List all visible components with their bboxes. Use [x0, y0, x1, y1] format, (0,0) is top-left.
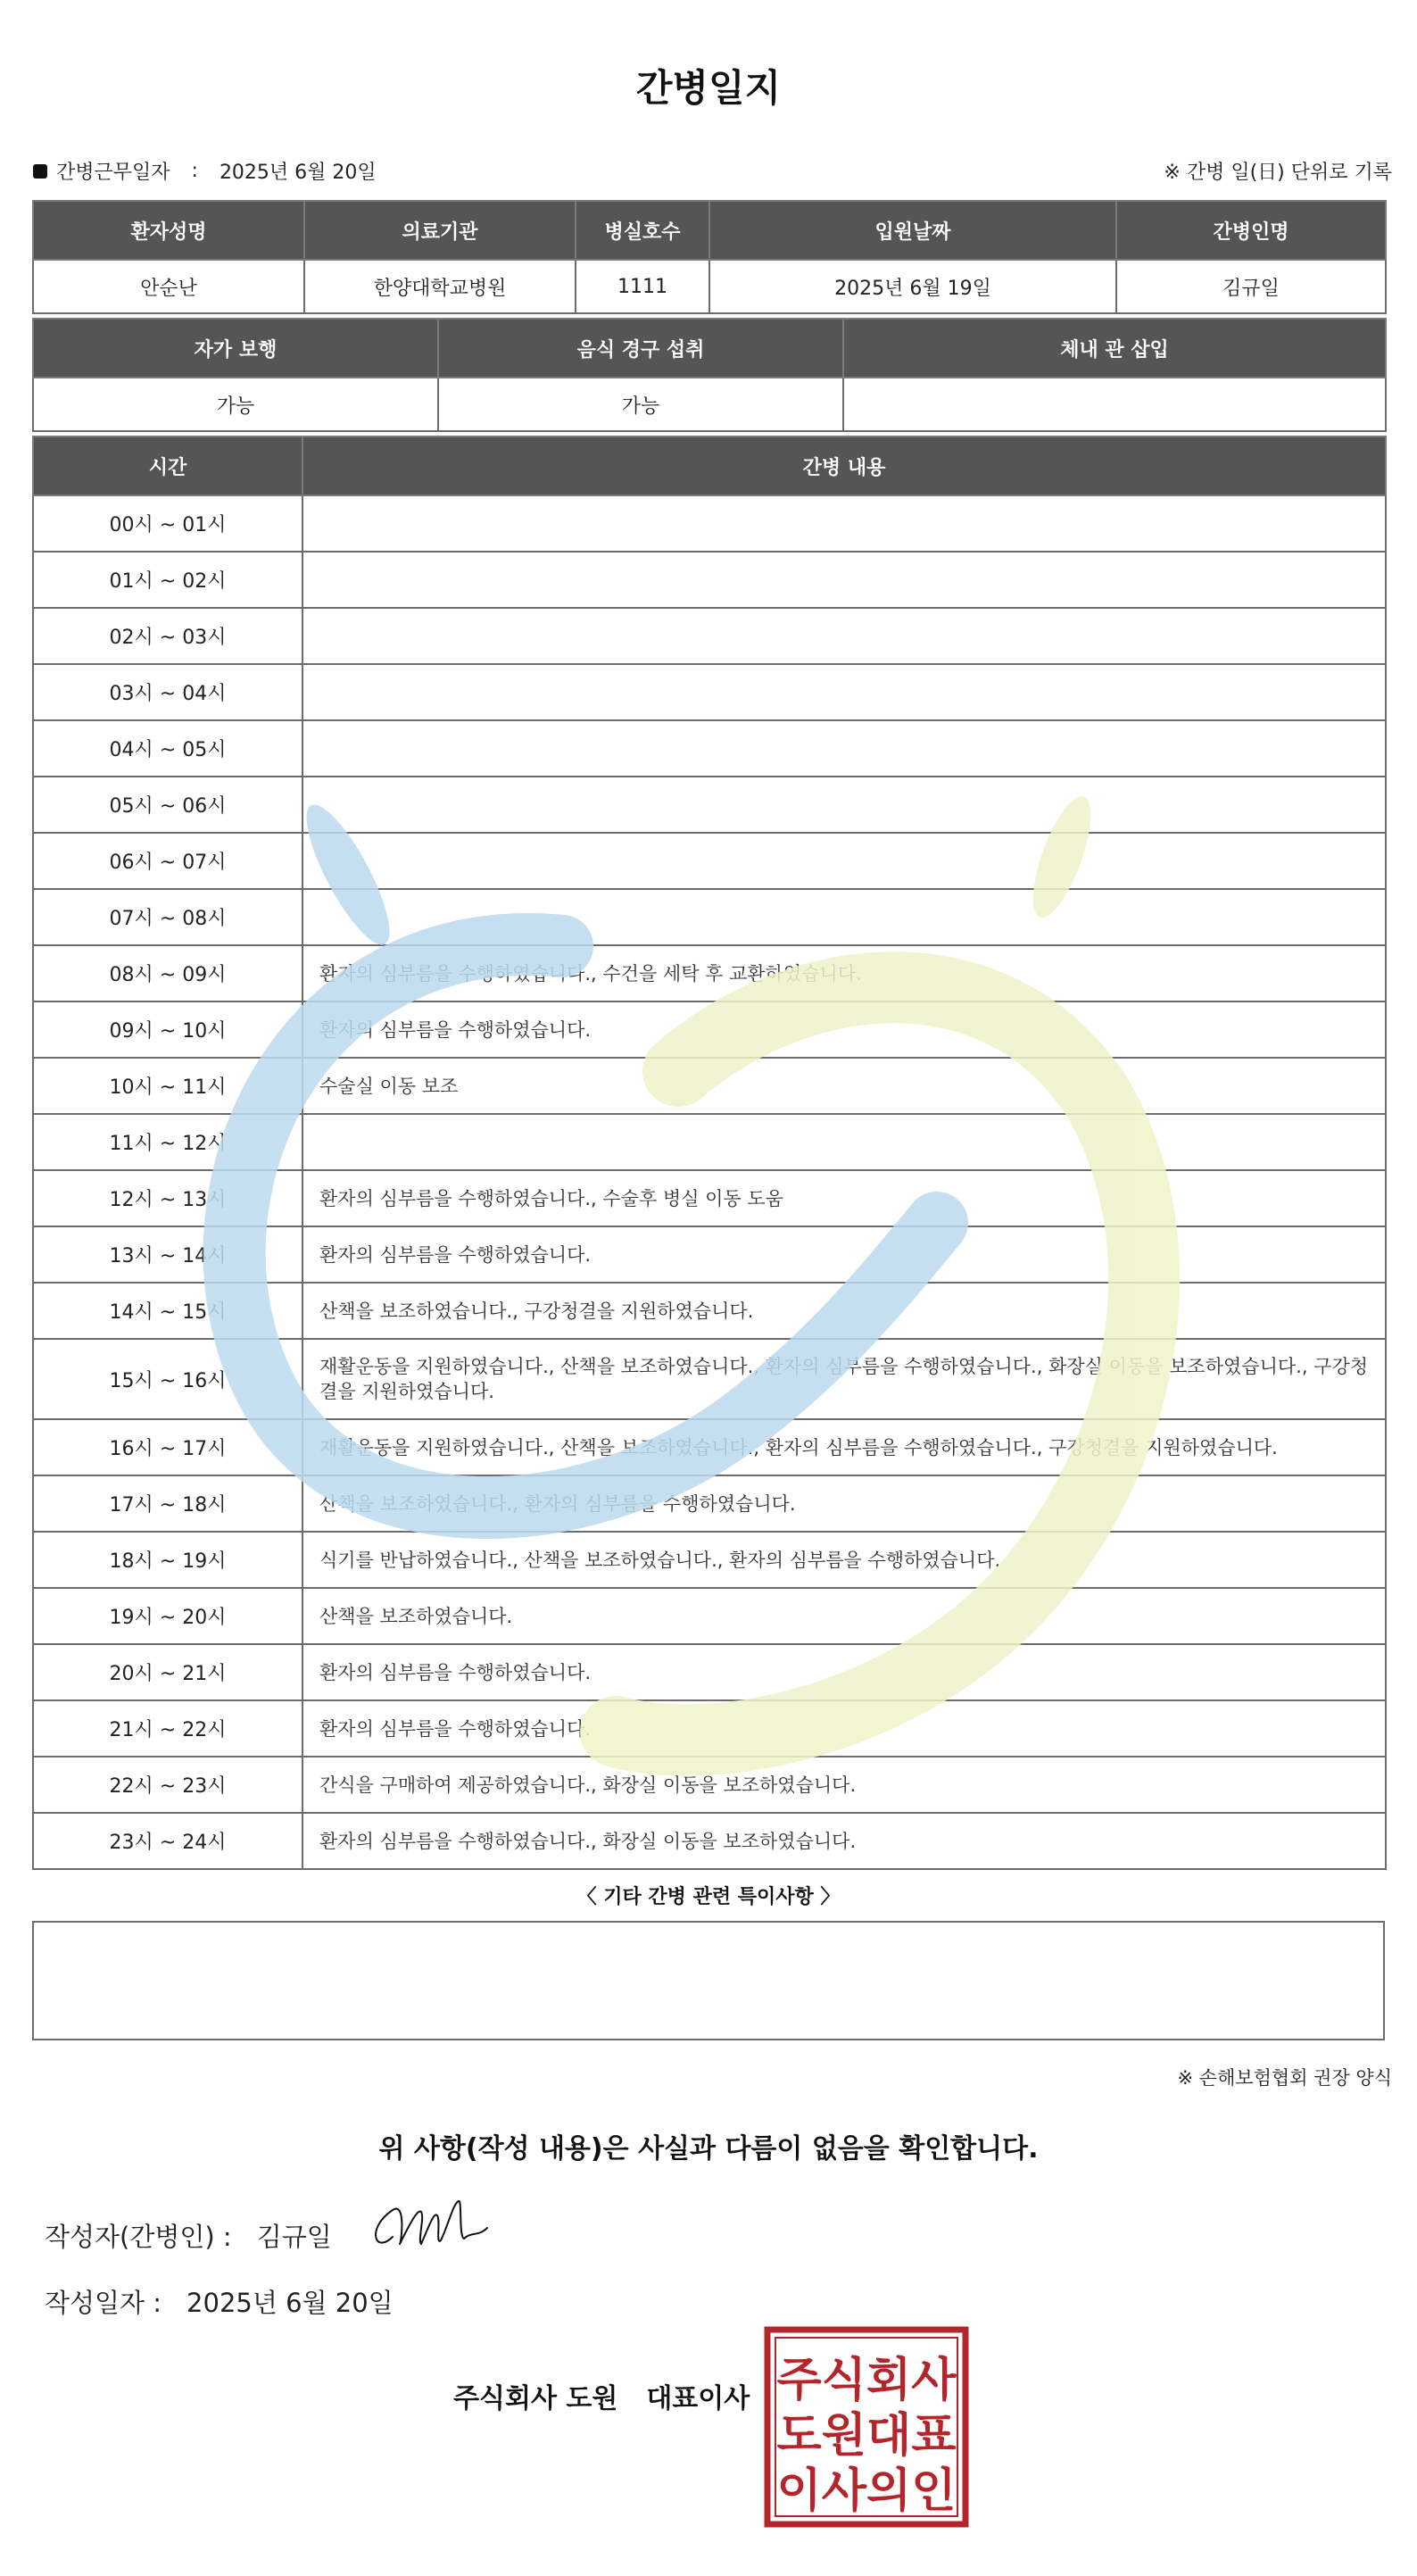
care-log-time: 21시 ~ 22시: [33, 1700, 302, 1757]
care-log-content: [302, 1114, 1386, 1170]
care-log-row: [33, 1419, 1386, 1475]
write-date-label: 작성일자 :: [45, 2288, 162, 2318]
header-admission-date: 입원날짜: [709, 201, 1116, 260]
write-date-row: [45, 2283, 394, 2320]
care-log-row: [33, 1757, 1386, 1813]
patient-status-value-row: [33, 378, 1386, 431]
care-log-row: [33, 1339, 1386, 1419]
care-log-content: 재활운동을 지원하였습니다., 산책을 보조하였습니다., 환자의 심부름을 수행하였습니다., 구강청결을 지원하였습니다.: [302, 1419, 1386, 1475]
care-log-content: 환자의 심부름을 수행하였습니다.: [302, 1226, 1386, 1283]
seal-line-2: 도원대표: [776, 2409, 957, 2463]
care-log-time: 04시 ~ 05시: [33, 720, 302, 777]
care-log-time: 18시 ~ 19시: [33, 1532, 302, 1588]
care-log-row: [33, 552, 1386, 608]
header-patient-name: 환자성명: [33, 201, 304, 260]
care-log-row: [33, 608, 1386, 664]
company-signature-line: [453, 2376, 750, 2415]
care-log-row: [33, 1532, 1386, 1588]
seal-line-1: 주식회사: [776, 2354, 957, 2407]
header-time: 시간: [33, 436, 302, 495]
care-log-time: 10시 ~ 11시: [33, 1058, 302, 1114]
care-log-content: [302, 777, 1386, 833]
header-oral-intake: 음식 경구 섭취: [438, 319, 843, 378]
special-notes-title: 〈 기타 간병 관련 특이사항 〉: [576, 1886, 841, 1908]
care-log-row: [33, 1644, 1386, 1700]
care-log-content: 환자의 심부름을 수행하였습니다., 수술후 병실 이동 도움: [302, 1170, 1386, 1226]
care-log-row: [33, 1001, 1386, 1058]
care-log-row: [33, 833, 1386, 889]
care-log-time: 14시 ~ 15시: [33, 1283, 302, 1339]
daily-record-note: ※ 간병 일(日) 단위로 기록: [1164, 162, 1392, 184]
care-log-content: 수술실 이동 보조: [302, 1058, 1386, 1114]
care-log-content: 간식을 구매하여 제공하였습니다., 화장실 이동을 보조하였습니다.: [302, 1757, 1386, 1813]
care-log-content: 산책을 보조하였습니다., 환자의 심부름을 수행하였습니다.: [302, 1475, 1386, 1532]
header-tube-insertion: 체내 관 삽입: [843, 319, 1386, 378]
care-log-content: [302, 608, 1386, 664]
care-log-content: [302, 552, 1386, 608]
care-log-time: 05시 ~ 06시: [33, 777, 302, 833]
care-log-row: [33, 889, 1386, 945]
header-hospital: 의료기관: [304, 201, 576, 260]
care-log-content: 환자의 심부름을 수행하였습니다.: [302, 1700, 1386, 1757]
hospital-value: 한양대학교병원: [304, 260, 576, 313]
care-log-content: [302, 833, 1386, 889]
care-log-time: 09시 ~ 10시: [33, 1001, 302, 1058]
care-log-row: [33, 1058, 1386, 1114]
write-date-value: 2025년 6월 20일: [186, 2288, 394, 2318]
care-log-time: 15시 ~ 16시: [33, 1339, 302, 1419]
self-walking-value: 가능: [33, 378, 438, 431]
care-log-time: 03시 ~ 04시: [33, 664, 302, 720]
care-log-time: 17시 ~ 18시: [33, 1475, 302, 1532]
care-log-time: 06시 ~ 07시: [33, 833, 302, 889]
care-log-content: [302, 664, 1386, 720]
care-log-time: 12시 ~ 13시: [33, 1170, 302, 1226]
care-log-time: 20시 ~ 21시: [33, 1644, 302, 1700]
care-log-row: [33, 1813, 1386, 1869]
writer-row: [45, 2217, 332, 2254]
oral-intake-value: 가능: [438, 378, 843, 431]
care-log-time: 00시 ~ 01시: [33, 495, 302, 552]
care-log-content: 환자의 심부름을 수행하였습니다.: [302, 1001, 1386, 1058]
care-log-row: [33, 1700, 1386, 1757]
care-log-row: [33, 1114, 1386, 1170]
care-log-time: 07시 ~ 08시: [33, 889, 302, 945]
patient-status-table: [32, 318, 1387, 432]
care-log-row: [33, 720, 1386, 777]
work-date-colon: :: [191, 160, 198, 182]
admission-date-value: 2025년 6월 19일: [709, 260, 1116, 313]
care-log-time: 01시 ~ 02시: [33, 552, 302, 608]
writer-name: 김규일: [256, 2222, 332, 2252]
care-log-content: 식기를 반납하였습니다., 산책을 보조하였습니다., 환자의 심부름을 수행하였습니다.: [302, 1532, 1386, 1588]
confirmation-statement: 위 사항(작성 내용)은 사실과 다름이 없음을 확인합니다.: [378, 2133, 1039, 2165]
care-log-content: 환자의 심부름을 수행하였습니다.: [302, 1644, 1386, 1700]
writer-label: 작성자(간병인) :: [45, 2222, 232, 2252]
special-notes-box: [32, 1921, 1385, 2040]
care-log-row: [33, 1283, 1386, 1339]
bullet-square-icon: [33, 164, 47, 179]
care-log-content: [302, 720, 1386, 777]
care-log-time: 19시 ~ 20시: [33, 1588, 302, 1644]
patient-info-value-row: [33, 260, 1386, 313]
seal-line-3: 이사의인: [776, 2464, 957, 2518]
care-log-header-row: [33, 436, 1386, 495]
care-log-row: [33, 777, 1386, 833]
room-number-value: 1111: [576, 260, 709, 313]
header-self-walking: 자가 보행: [33, 319, 438, 378]
patient-status-header-row: [33, 319, 1386, 378]
care-log-row: [33, 495, 1386, 552]
patient-name-value: 안순난: [33, 260, 304, 313]
company-seal: [764, 2326, 969, 2528]
care-log-content: [302, 495, 1386, 552]
work-date-label: 간병근무일자: [56, 162, 170, 184]
caregiver-name-value: 김규일: [1116, 260, 1386, 313]
care-log-time: 23시 ~ 24시: [33, 1813, 302, 1869]
tube-insertion-value: [843, 378, 1386, 431]
work-date-value: 2025년 6월 20일: [219, 162, 377, 184]
work-date-row: [33, 157, 377, 185]
care-log-time: 11시 ~ 12시: [33, 1114, 302, 1170]
handwritten-signature: [366, 2183, 500, 2264]
care-log-time: 22시 ~ 23시: [33, 1757, 302, 1813]
care-log-row: [33, 1588, 1386, 1644]
association-note: ※ 손해보험협회 권장 양식: [1177, 2067, 1392, 2089]
care-log-content: 재활운동을 지원하였습니다., 산책을 보조하였습니다., 환자의 심부름을 수행하였습니다., 화장실 이동을 보조하였습니다., 구강청결을 지원하였습니다.: [302, 1339, 1386, 1419]
care-log-row: [33, 1170, 1386, 1226]
care-log-content: 산책을 보조하였습니다., 구강청결을 지원하였습니다.: [302, 1283, 1386, 1339]
company-name: 주식회사 도원: [453, 2383, 618, 2414]
patient-info-header-row: [33, 201, 1386, 260]
care-log-time: 13시 ~ 14시: [33, 1226, 302, 1283]
care-log-time: 08시 ~ 09시: [33, 945, 302, 1001]
care-log-time: 02시 ~ 03시: [33, 608, 302, 664]
company-role: 대표이사: [646, 2383, 750, 2414]
header-care-content: 간병 내용: [302, 436, 1386, 495]
care-log-row: [33, 1475, 1386, 1532]
care-log-content: 환자의 심부름을 수행하였습니다., 수건을 세탁 후 교환하였습니다.: [302, 945, 1386, 1001]
care-log-content: 산책을 보조하였습니다.: [302, 1588, 1386, 1644]
page-title: 간병일지: [635, 66, 782, 110]
care-log-table: [32, 436, 1387, 1870]
care-log-time: 16시 ~ 17시: [33, 1419, 302, 1475]
header-caregiver-name: 간병인명: [1116, 201, 1386, 260]
patient-info-table: [32, 200, 1387, 314]
care-log-content: 환자의 심부름을 수행하였습니다., 화장실 이동을 보조하였습니다.: [302, 1813, 1386, 1869]
header-room-number: 병실호수: [576, 201, 709, 260]
care-log-content: [302, 889, 1386, 945]
care-log-row: [33, 664, 1386, 720]
care-log-row: [33, 1226, 1386, 1283]
care-log-row: [33, 945, 1386, 1001]
